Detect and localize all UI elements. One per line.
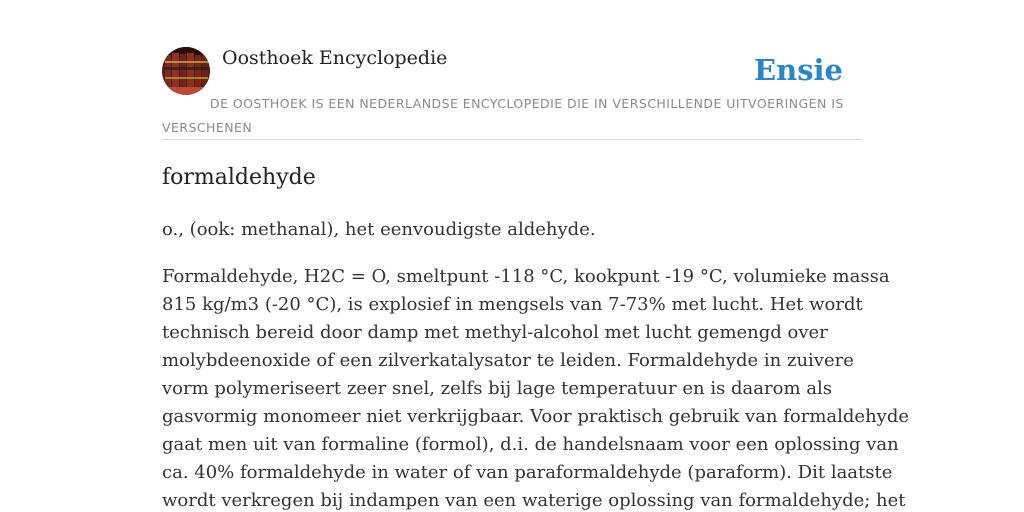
books-avatar-icon[interactable] [162,47,210,95]
article-line: wordt verkregen bij indampen van een waterige oplossing van formaldehyde; het [162,490,906,511]
article-line: Formaldehyde, H2C = O, smeltpunt -118 °C, kookpunt -19 °C, volumieke massa [162,266,890,287]
site-name[interactable]: Oosthoek Encyclopedie [222,47,448,69]
header-divider [162,139,862,140]
brand-logo[interactable]: Ensie [754,53,843,87]
article-line: ca. 40% formaldehyde in water of van paraformaldehyde (paraform). Dit laatste [162,462,893,483]
article-line: molybdeenoxide of een zilverkatalysator te leiden. Formaldehyde in zuivere [162,350,854,371]
article-line: technisch bereid door damp met methyl-alcohol met lucht gemengd over [162,322,828,343]
site-tagline: DE OOSTHOEK IS EEN NEDERLANDSE ENCYCLOPEDIE DIE IN VERSCHILLENDE UITVOERINGEN IS VERSCHENEN [162,96,844,135]
article-line: gaat men uit van formaline (formol), d.i. de handelsnaam voor een oplossing van [162,434,899,455]
article-line: gasvormig monomeer niet verkrijgbaar. Voor praktisch gebruik van formaldehyde [162,406,910,427]
article-title: formaldehyde [162,165,316,190]
article-body [162,263,910,512]
article-intro: o., (ook: methanal), het eenvoudigste aldehyde. [162,219,596,240]
article-line: 815 kg/m3 (-20 °C), is explosief in mengsels van 7-73% met lucht. Het wordt [162,294,863,315]
article-line: vorm polymeriseert zeer snel, zelfs bij lage temperatuur en is daarom als [162,378,832,399]
